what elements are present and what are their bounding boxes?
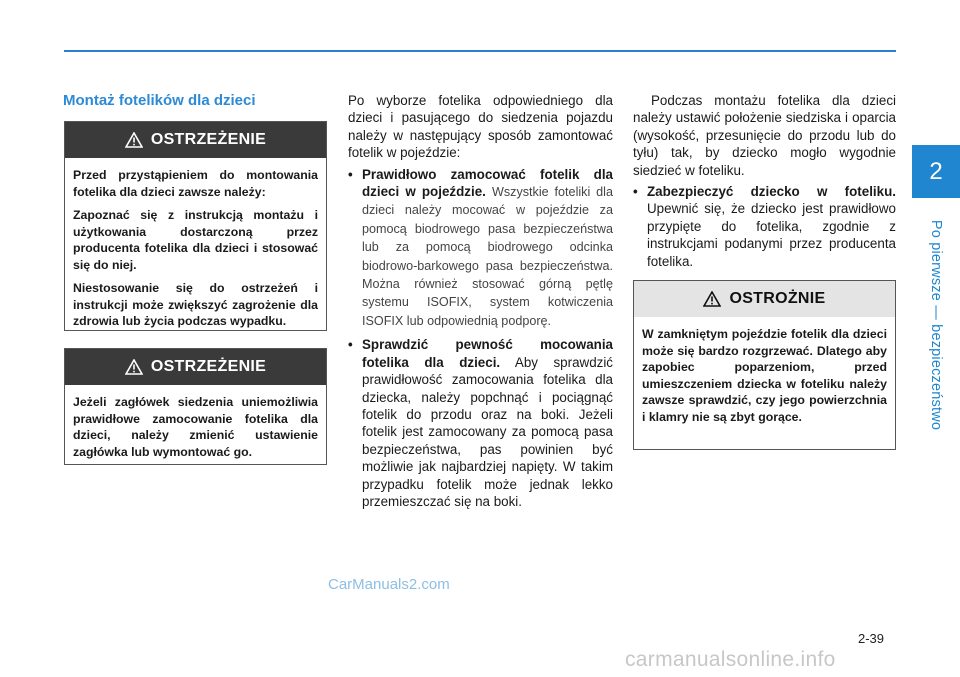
bullet-heading: Prawidłowo zamocować fotelik dla dzieci w pojeździe.: [362, 166, 613, 200]
page-number: 2-39: [858, 631, 885, 646]
bullet-text: Wszystkie foteliki dla dzieci należy mocować w pojeździe za pomocą biodrowego pasa bezpieczeństwa lub za pomocą biodrowego odcinka biodrowo-barkowego pasa bezpieczeństwa. Można również stosować górną pętlę systemu ISOFIX, system kotwiczenia ISOFIX lub odpowiednią podporę.: [362, 185, 613, 328]
warning-triangle-icon: [125, 359, 143, 375]
warning-body: [65, 158, 326, 338]
bullet-text: Upewnić się, że dziecko jest prawidłowo przypięte do fotelika, zgodnie z instrukcjami podanymi przez producenta fotelika.: [647, 201, 896, 269]
warning-heading: OSTRZEŻENIE: [150, 358, 267, 375]
warning-paragraph: Zapoznać się z instrukcją montażu i użytkowania dostarczoną przez producenta fotelika dla dzieci i stosować się do niej.: [73, 208, 318, 272]
caution-body: [634, 317, 895, 433]
section-title: Montaż fotelików dla dzieci: [63, 92, 256, 109]
intro-paragraph: Podczas montażu fotelika dla dzieci należy ustawić położenie siedziska i oparcia (wysokość, przesunięcie do przodu lub do tyłu) tak, by dziecko mogło wygodnie siedzieć w foteliku.: [633, 93, 896, 178]
list-item: [633, 183, 896, 270]
warning-triangle-icon: [703, 291, 721, 307]
warning-heading: OSTRZEŻENIE: [150, 131, 267, 148]
list-item: [348, 336, 613, 510]
warning-header: [65, 349, 326, 385]
bullet-text: Aby sprawdzić prawidłowość zamocowania fotelika dla dziecka, należy popchnąć i pociągnąć fotelik do przodu oraz na boki. Jeżeli fotelik jest zamocowany za pomocą pasa bezpieczeństwa, pas powinien być możliwie jak najbardziej napięty. W takim przypadku fotelik może jednak lekko przemieszczać się na boki.: [362, 354, 614, 509]
intro-paragraph: Po wyborze fotelika odpowiedniego dla dzieci i pasującego do siedzenia pojazdu należy w następujący sposób zamontować fotelik w pojeździe:: [348, 93, 613, 161]
bullet-heading: Zabezpieczyć dziecko w foteliku.: [647, 184, 896, 200]
caution-header: [634, 281, 895, 317]
warning-body: [65, 385, 326, 468]
caution-box: [633, 280, 896, 450]
warning-paragraph: Przed przystąpieniem do montowania fotelika dla dzieci zawsze należy:: [73, 168, 318, 199]
chapter-side-title: Po pierwsze — bezpieczeństwo: [928, 219, 944, 431]
chapter-tab[interactable]: 2: [912, 145, 960, 198]
watermark-footer[interactable]: carmanualsonline.info: [625, 648, 836, 671]
warning-paragraph: Niestosowanie się do ostrzeżeń i instrukcji może zwiększyć zagrożenie dla zdrowia lub życia podczas wypadku.: [73, 281, 318, 328]
warning-triangle-icon: [125, 132, 143, 148]
right-column: [633, 92, 896, 276]
warning-header: [65, 122, 326, 158]
caution-paragraph: W zamkniętym pojeździe fotelik dla dzieci może się bardzo rozgrzewać. Dlatego aby zapobiec poparzeniom, przed umieszczeniem dziecka w foteliku należy zawsze sprawdzić, czy jego powierzchnia i klamry nie są zbyt gorące.: [642, 327, 887, 424]
caution-heading: OSTROŻNIE: [729, 290, 826, 307]
bullet-heading: Sprawdzić pewność mocowania fotelika dla dzieci.: [362, 337, 613, 370]
warning-box-2: [64, 348, 327, 465]
list-item: [348, 166, 613, 331]
middle-column: [348, 92, 613, 516]
warning-paragraph: Jeżeli zagłówek siedzenia uniemożliwia prawidłowe zamocowanie fotelika dla dzieci, należy zmienić ustawienie zagłówka lub wymontować go.: [73, 395, 318, 459]
header-rule: [64, 50, 896, 52]
warning-box-1: [64, 121, 327, 331]
watermark-link[interactable]: CarManuals2.com: [328, 576, 450, 593]
